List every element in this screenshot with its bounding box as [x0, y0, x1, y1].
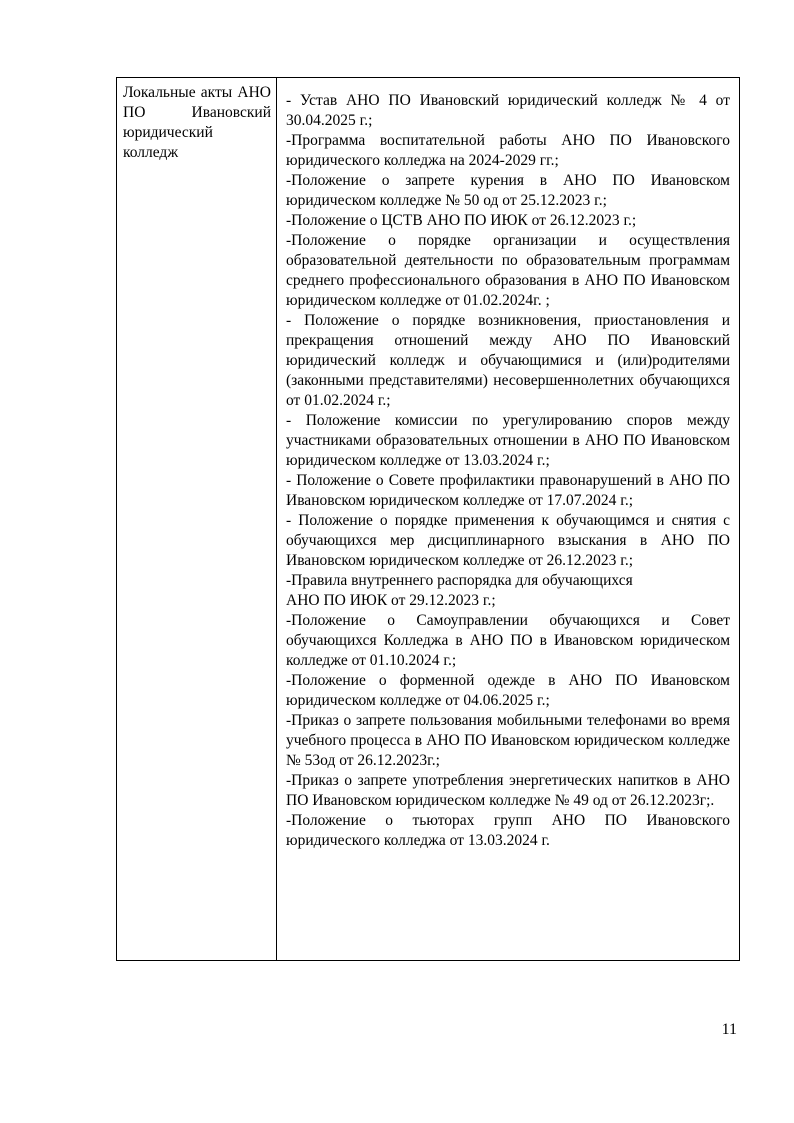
table-cell-category: [117, 78, 277, 960]
document-item: -Положение о запрете курения в АНО ПО Ивановском юридическом колледже № 50 од от 25.12.2023 г.;: [286, 172, 730, 209]
category-label: Локальные акты АНО ПО Ивановский юридический колледж: [123, 84, 271, 161]
document-item: -Положение о форменной одежде в АНО ПО Ивановском юридическом колледже от 04.06.2025 г.;: [286, 672, 730, 709]
page-number: 11: [721, 1021, 737, 1038]
document-item: -Положение о порядке организации и осуществления образовательной деятельности по образовательным программам среднего профессионального образования в АНО ПО Ивановском юридическом колледже от 01.02.2024г. ;: [286, 232, 730, 309]
document-item: - Положение о порядке применения к обучающимся и снятия с обучающихся мер дисциплинарного взыскания в АНО ПО Ивановском юридическом колледже от 26.12.2023 г.;: [286, 512, 730, 569]
document-item: -Приказ о запрете употребления энергетических напитков в АНО ПО Ивановском юридическом колледже № 49 од от 26.12.2023г;.: [286, 772, 730, 809]
local-acts-table: [116, 77, 740, 961]
documents-list: [286, 91, 730, 851]
document-item: АНО ПО ИЮК от 29.12.2023 г.;: [286, 592, 496, 609]
table-cell-documents: [277, 78, 739, 960]
document-item: - Положение комиссии по урегулированию споров между участниками образовательных отношении в АНО ПО Ивановском юридическом колледже от 13.03.2024 г.;: [286, 412, 730, 469]
document-item: -Положение о Самоуправлении обучающихся и Совет обучающихся Колледжа в АНО ПО в Ивановском юридическом колледже от 01.10.2024 г.;: [286, 612, 730, 669]
document-item: - Положение о порядке возникновения, приостановления и прекращения отношений между АНО ПО Ивановский юридический колледж и обучающимися и (или)родителями (законными представителями) несовершеннолетних обучающихся от 01.02.2024 г.;: [286, 312, 730, 409]
document-item: -Положение о ЦСТВ АНО ПО ИЮК от 26.12.2023 г.;: [286, 212, 637, 229]
document-item: -Программа воспитательной работы АНО ПО Ивановского юридического колледжа на 2024-2029 гг.;: [286, 132, 730, 169]
document-item: - Положение о Совете профилактики правонарушений в АНО ПО Ивановском юридическом колледже от 17.07.2024 г.;: [286, 472, 730, 509]
document-item: -Положение о тьюторах групп АНО ПО Ивановского юридического колледжа от 13.03.2024 г.: [286, 812, 730, 849]
document-item: - Устав АНО ПО Ивановский юридический колледж № 4 от 30.04.2025 г.;: [286, 92, 730, 129]
document-item: -Приказ о запрете пользования мобильными телефонами во время учебного процесса в АНО ПО Ивановском юридическом колледже № 53од от 26.12.2023г.;: [286, 712, 730, 769]
document-item: -Правила внутреннего распорядка для обучающихся: [286, 572, 633, 589]
